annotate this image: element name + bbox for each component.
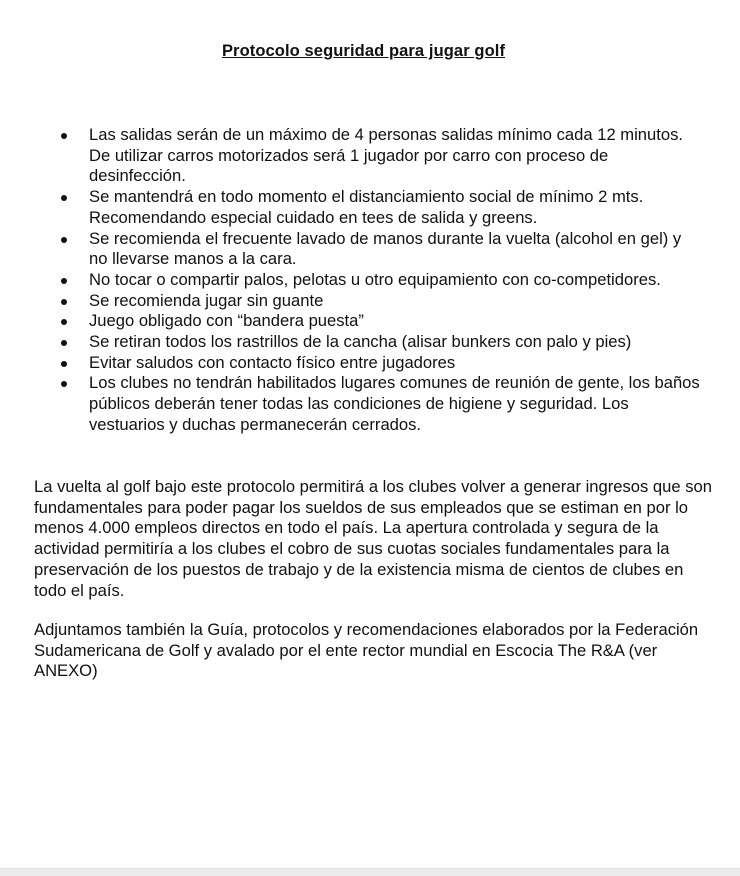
bullet-dot-icon [61, 195, 67, 201]
bullet-item [61, 270, 701, 291]
bullet-text: Evitar saludos con contacto físico entre jugadores [89, 352, 456, 372]
body-paragraph: La vuelta al golf bajo este protocolo permitirá a los clubes volver a generar ingresos que son fundamentales para poder pagar los sueldos de sus empleados que se estiman en por lo menos 4.000 empleos directos en todo el país. La apertura controlada y segura de la actividad permitiría a los clubes el cobro de sus cuotas sociales fundamentales para la preservación de los puestos de trabajo y de la existencia misma de cientos de clubes en todo el país. [34, 477, 712, 600]
bullet-text: Se mantendrá en todo momento el distanciamiento social de mínimo 2 mts. Recomendando especial cuidado en tees de salida y greens. [89, 187, 644, 227]
bullet-dot-icon [61, 319, 67, 325]
bullet-text: Juego obligado con “bandera puesta” [89, 311, 364, 331]
bullet-dot-icon [61, 299, 67, 305]
bullet-text: Se recomienda el frecuente lavado de manos durante la vuelta (alcohol en gel) y no llevarse manos a la cara. [89, 228, 682, 269]
bullet-dot-icon [61, 133, 67, 139]
bullet-item [61, 187, 701, 228]
bullet-dot-icon [61, 381, 67, 387]
bullet-item [61, 125, 701, 187]
bullet-item [61, 332, 701, 353]
bullet-item [61, 229, 701, 270]
bullet-text: Las salidas serán de un máximo de 4 personas salidas mínimo cada 12 minutos. De utilizar carros motorizados será 1 jugador por carro con proceso de desinfección. [89, 125, 684, 186]
bullet-item [61, 311, 701, 332]
bullet-text: Los clubes no tendrán habilitados lugares comunes de reunión de gente, los baños públicos deberán tener todas las condiciones de higiene y seguridad. Los vestuarios y duchas permanecerán cerrados. [89, 373, 700, 434]
protocol-bullet-list [61, 125, 701, 436]
bullet-dot-icon [61, 361, 67, 367]
bullet-item [61, 373, 701, 435]
bullet-dot-icon [61, 340, 67, 346]
bullet-text: No tocar o compartir palos, pelotas u otro equipamiento con co-competidores. [89, 269, 661, 289]
bullet-text: Se recomienda jugar sin guante [89, 290, 324, 310]
bullet-dot-icon [61, 278, 67, 284]
document-title: Protocolo seguridad para jugar golf [221, 42, 506, 60]
body-paragraph: Adjuntamos también la Guía, protocolos y recomendaciones elaborados por la Federación Sudamericana de Golf y avalado por el ente rector mundial en Escocia The R&A (ver ANEXO) [34, 620, 699, 681]
bullet-item [61, 291, 701, 312]
bullet-item [61, 353, 701, 374]
bullet-dot-icon [61, 237, 67, 243]
bullet-text: Se retiran todos los rastrillos de la cancha (alisar bunkers con palo y pies) [89, 332, 632, 352]
